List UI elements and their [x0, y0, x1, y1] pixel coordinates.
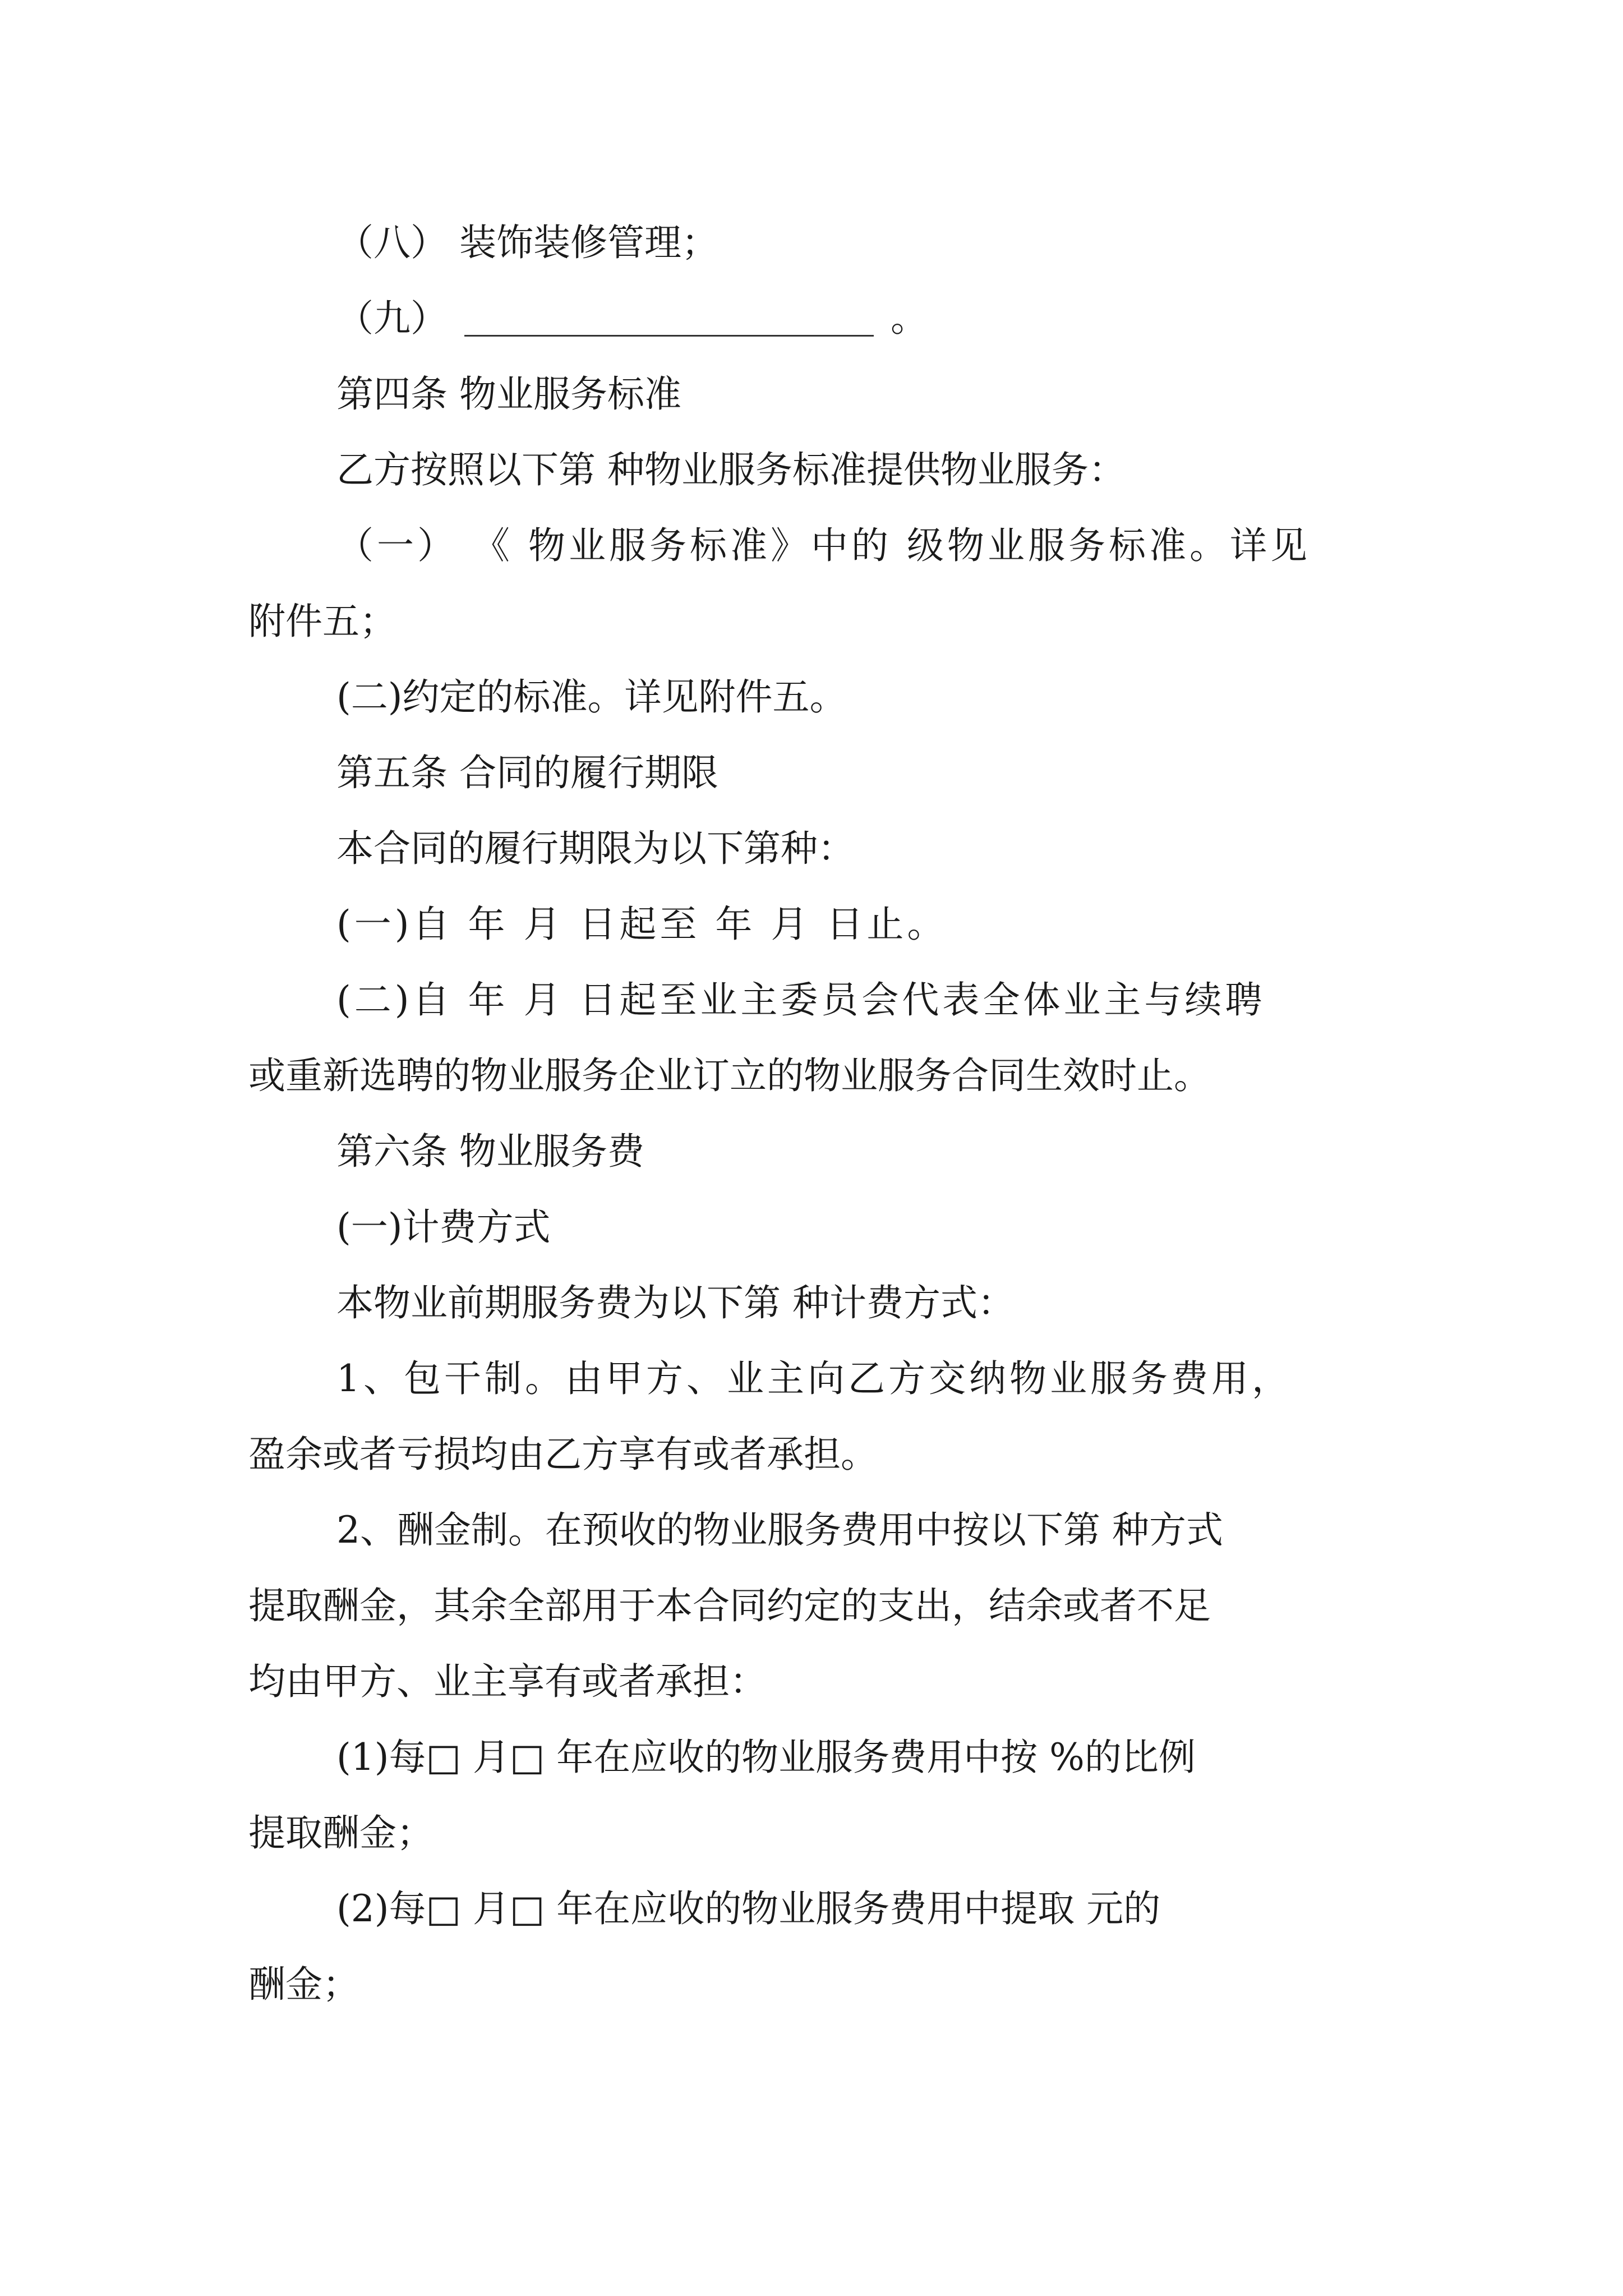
- lump-sum-text-cont: 盈余或者亏损均由乙方享有或者承担。: [248, 1433, 878, 1476]
- billing-method-text: 本物业前期服务费为以下第 种计费方式：: [336, 1281, 1015, 1324]
- commission-option-1-cont: 提取酬金；: [248, 1811, 434, 1855]
- standard-option-1: （一） 《 物业服务标准》中的 级物业服务标准。详见: [336, 524, 1311, 567]
- term-option-1: (一)自 年 月 日起至 年 月 日止。: [336, 903, 948, 946]
- commission-text-cont-2: 均由甲方、业主享有或者承担：: [248, 1660, 767, 1703]
- commission-option-2: (2)每□ 月□ 年在应收的物业服务费用中提取 元的: [336, 1887, 1161, 1930]
- line-item-9: [336, 297, 928, 340]
- term-option-2: (二)自 年 月 日起至业主委员会代表全体业主与续聘: [336, 978, 1266, 1022]
- line-item-8: （八） 装饰装修管理；: [336, 221, 718, 264]
- article-4-text: 乙方按照以下第 种物业服务标准提供物业服务：: [336, 448, 1126, 491]
- item-9-label: （九）: [336, 297, 448, 340]
- commission-text: 2、酬金制。在预收的物业服务费用中按以下第 种方式: [336, 1508, 1223, 1552]
- lump-sum-text: 1、包干制。由甲方、业主向乙方交纳物业服务费用，: [336, 1357, 1292, 1400]
- article-5-text: 本合同的履行期限为以下第种：: [336, 827, 855, 870]
- standard-option-1-cont: 附件五；: [248, 600, 396, 643]
- commission-text-cont-1: 提取酬金，其余全部用于本合同约定的支出，结余或者不足: [248, 1584, 1211, 1627]
- article-4-heading: 第四条 物业服务标准: [336, 372, 681, 416]
- standard-option-2: (二)约定的标准。详见附件五。: [336, 675, 847, 719]
- billing-method-heading: (一)计费方式: [336, 1205, 551, 1249]
- commission-option-2-cont: 酬金；: [248, 1963, 359, 2006]
- item-9-period: 。: [891, 297, 928, 340]
- fill-in-blank: [464, 301, 874, 337]
- article-5-heading: 第五条 合同的履行期限: [336, 751, 718, 794]
- commission-option-1: (1)每□ 月□ 年在应收的物业服务费用中按 %的比例: [336, 1736, 1196, 1779]
- term-option-2-cont: 或重新选聘的物业服务企业订立的物业服务合同生效时止。: [248, 1054, 1211, 1097]
- article-6-heading: 第六条 物业服务费: [336, 1130, 644, 1173]
